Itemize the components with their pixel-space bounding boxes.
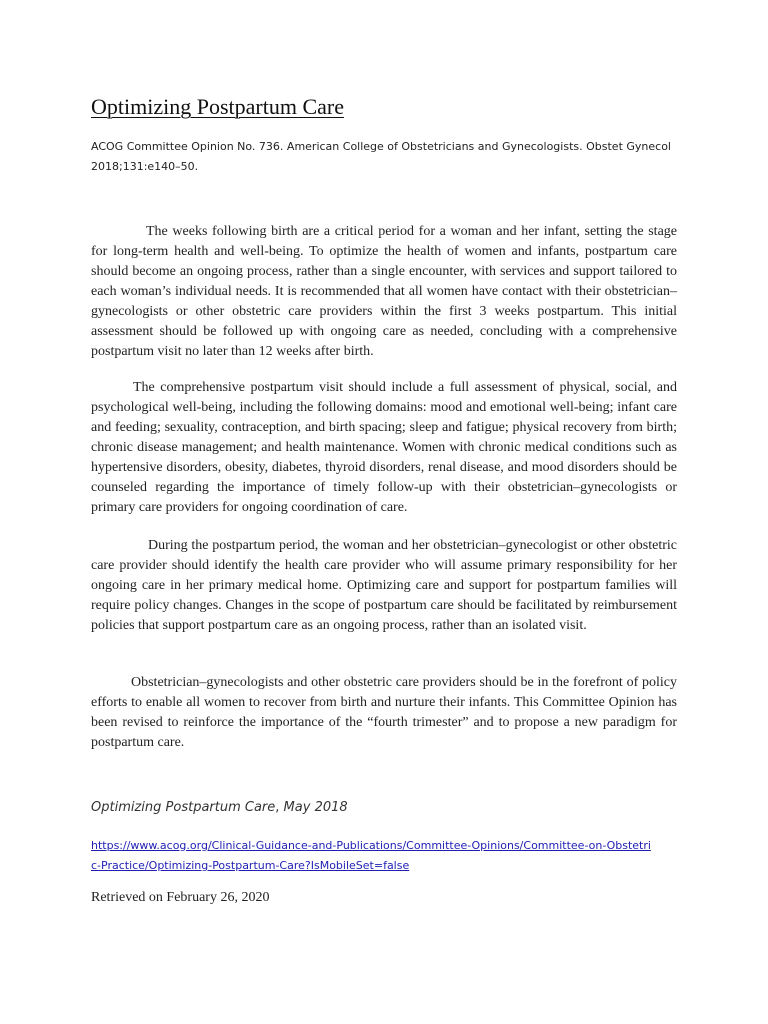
body-paragraph-4: Obstetrician–gynecologists and other obstetric care providers should be in the forefront of policy efforts to enable all women to recover from birth and nurture their infants. This Committee Opinion has been revised to reinforce the importance of the “fourth trimester” and to propose a new paradigm for postpartum care. xyxy=(91,675,677,750)
body-paragraph-2: The comprehensive postpartum visit should include a full assessment of physical, social, and psychological well-being, including the following domains: mood and emotional well-being; infant care and feeding; sexuality, contraception, and birth spacing; sleep and fatigue; physical recovery from birth; chronic disease management; and health maintenance. Women with chronic medical conditions such as hypertensive disorders, obesity, diabetes, thyroid disorders, renal disease, and mood disorders should be counseled regarding the importance of timely follow-up with their obstetrician–gynecologists or primary care providers for ongoing coordination of care. xyxy=(91,380,677,515)
source-line xyxy=(91,798,348,818)
body-paragraph-3: During the postpartum period, the woman and her obstetrician–gynecologist or other obstetric care provider should identify the health care provider who will assume primary responsibility for her ongoing care in her primary medical home. Optimizing care and support for postpartum families will require policy changes. Changes in the scope of postpartum care should be facilitated by reimbursement policies that support postpartum care as an ongoing process, rather than an isolated visit. xyxy=(91,538,677,633)
citation: ACOG Committee Opinion No. 736. American College of Obstetricians and Gynecologists. Obstet Gynecol 2018;131:e140–50. xyxy=(91,140,671,173)
retrieved-date: Retrieved on February 26, 2020 xyxy=(91,890,270,905)
source-date: May 2018 xyxy=(279,800,348,815)
source-separator: , xyxy=(275,800,280,815)
body-paragraph-1: The weeks following birth are a critical period for a woman and her infant, setting the stage for long-term health and well-being. To optimize the health of women and infants, postpartum care should become an ongoing process, rather than a single encounter, with services and support tailored to each woman’s individual needs. It is recommended that all women have contact with their obstetrician–gynecologists or other obstetric care providers within the first 3 weeks postpartum. This initial assessment should be followed up with ongoing care as needed, concluding with a comprehensive postpartum visit no later than 12 weeks after birth. xyxy=(91,224,677,359)
source-url-link[interactable]: https://www.acog.org/Clinical-Guidance-and-Publications/Committee-Opinions/Committee-on-Obstetric-Practice/Optimizing-Postpartum-Care?IsMobileSet=false xyxy=(91,839,651,872)
source-title: Optimizing Postpartum Care xyxy=(91,800,276,815)
document-title: Optimizing Postpartum Care xyxy=(91,94,344,119)
